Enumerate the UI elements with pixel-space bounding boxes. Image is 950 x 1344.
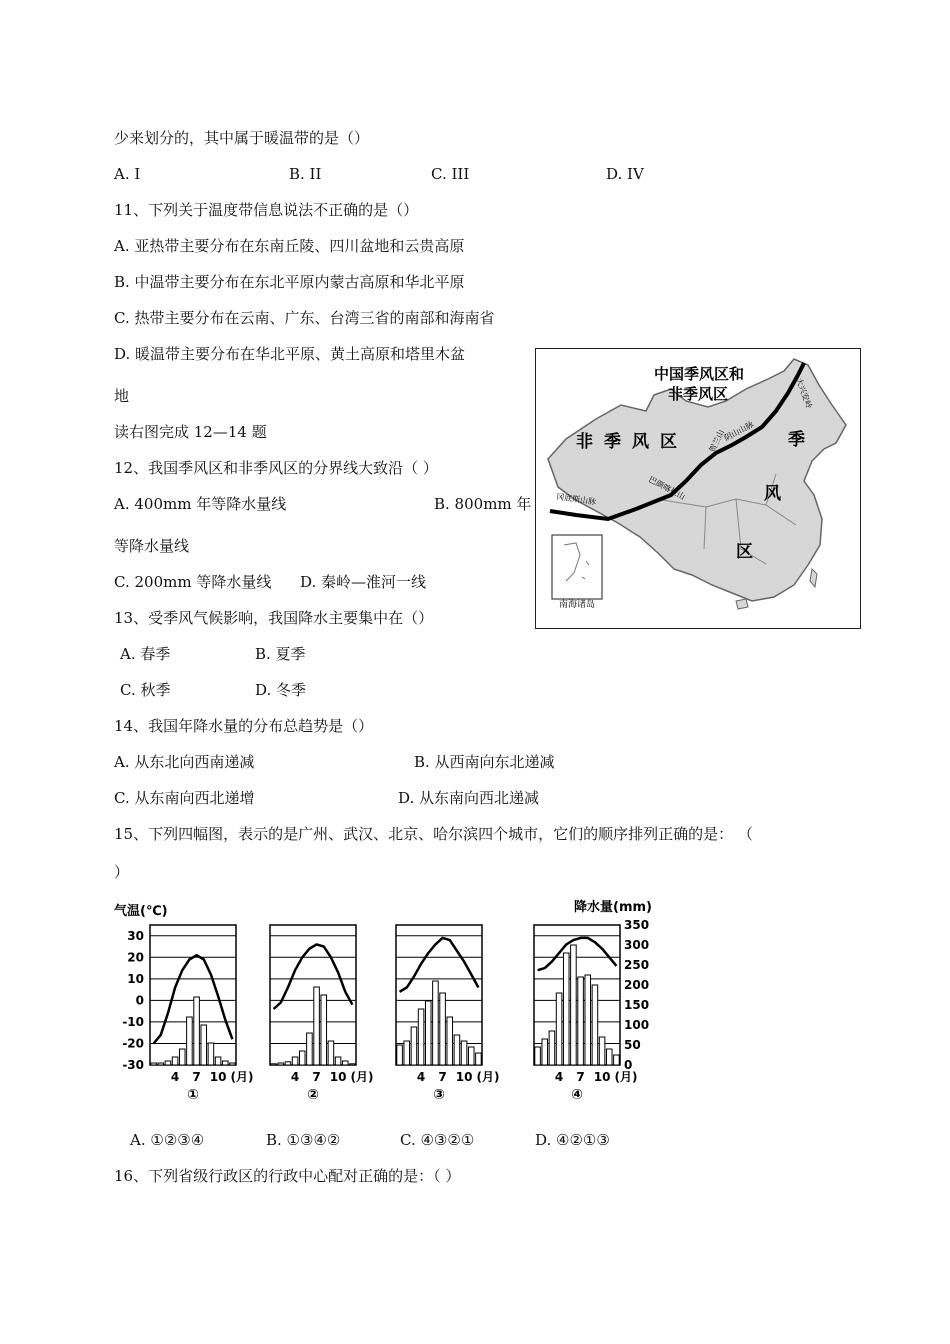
- precip-tick-4: 150: [624, 998, 650, 1012]
- q12-option-c[interactable]: C. 200mm 等降水量线: [114, 573, 272, 591]
- panel-4-xtick-1: 7: [576, 1070, 585, 1084]
- panel-1-label: ①: [187, 1087, 199, 1103]
- panel-4-precip-bar-5: [563, 953, 569, 1065]
- mountain-daxinganling: 大兴安岭: [794, 376, 814, 410]
- panel-4-precip-bar-7: [578, 977, 584, 1065]
- panel-2-precip-bar-7: [314, 987, 320, 1065]
- q11-option-c[interactable]: C. 热带主要分布在云南、广东、台湾三省的南部和海南省: [114, 309, 495, 327]
- panel-2-xtick-2: 10: [329, 1070, 347, 1084]
- q14-option-c[interactable]: C. 从东南向西北递增: [114, 789, 255, 807]
- q11-option-d[interactable]: D. 暖温带主要分布在华北平原、黄土高原和塔里木盆: [114, 345, 466, 363]
- panel-4-precip-bar-10: [599, 1037, 605, 1065]
- precip-tick-5: 100: [624, 1018, 650, 1032]
- climate-charts-svg: [112, 895, 672, 1105]
- q13-option-c[interactable]: C. 秋季: [120, 681, 171, 699]
- q13-option-d[interactable]: D. 冬季: [255, 681, 307, 699]
- monsoon-label-3: 区: [736, 542, 753, 562]
- q15-paren: ）: [114, 863, 130, 881]
- q15-option-b[interactable]: B. ①③④②: [266, 1131, 341, 1149]
- climate-charts: [112, 895, 672, 1105]
- panel-2-precip-bar-8: [321, 995, 327, 1065]
- left-axis-label: 气温(℃): [114, 904, 168, 919]
- panel-1-precip-bar-9: [208, 1043, 214, 1065]
- panel-2-x-unit: (月): [350, 1070, 374, 1084]
- panel-3-precip-bar-12: [476, 1053, 482, 1065]
- panel-3-precip-bar-4: [418, 1009, 424, 1065]
- q14-option-a[interactable]: A. 从东北向西南递减: [114, 753, 255, 771]
- hainan-island: [736, 599, 748, 609]
- panel-2-precip-bar-6: [307, 1033, 313, 1065]
- panel-3-precip-bar-6: [433, 981, 439, 1065]
- q13-option-a[interactable]: A. 春季: [120, 645, 171, 663]
- panel-2-precip-bar-5: [299, 1051, 305, 1065]
- q10-option-a[interactable]: A. I: [114, 165, 141, 183]
- panel-4-xtick-2: 10: [593, 1070, 611, 1084]
- q12-stem: 12、我国季风区和非季风区的分界线大致沿（ ）: [114, 459, 438, 477]
- q15-stem: 15、下列四幅图，表示的是广州、武汉、北京、哈尔滨四个城市，它们的顺序排列正确的是： （: [114, 825, 753, 843]
- precip-tick-7: 0: [624, 1058, 633, 1072]
- map-title-2: 非季风区: [668, 385, 729, 403]
- panel-4-xtick-0: 4: [554, 1070, 564, 1084]
- panel-1-precip-bar-4: [172, 1057, 178, 1065]
- panel-1-precip-bar-10: [215, 1057, 221, 1065]
- panel-1-precip-bar-7: [194, 997, 200, 1065]
- temp-tick-6: -30: [122, 1058, 144, 1072]
- panel-2-xtick-0: 4: [290, 1070, 300, 1084]
- precip-tick-2: 250: [624, 958, 650, 972]
- monsoon-label-1: 季: [788, 430, 805, 450]
- panel-2-precip-bar-11: [342, 1061, 348, 1065]
- panel-2-label: ②: [307, 1087, 319, 1103]
- q10-option-b[interactable]: B. II: [289, 165, 322, 183]
- panel-2-xtick-1: 7: [312, 1070, 321, 1084]
- mountain-gangdise: 冈底斯山脉: [555, 492, 597, 507]
- panel-1-xtick-0: 4: [170, 1070, 180, 1084]
- q13-option-b[interactable]: B. 夏季: [255, 645, 306, 663]
- panel-2-precip-bar-9: [328, 1041, 334, 1065]
- panel-1-precip-bar-6: [187, 1017, 193, 1065]
- nonmonsoon-label-2: 季: [604, 432, 621, 452]
- panel-3-precip-bar-11: [468, 1047, 474, 1065]
- panel-1-precip-bar-11: [222, 1061, 228, 1065]
- precip-tick-0: 350: [624, 918, 650, 932]
- q15-option-a[interactable]: A. ①②③④: [130, 1131, 205, 1149]
- q16-stem: 16、下列省级行政区的行政中心配对正确的是：（ ）: [114, 1167, 461, 1185]
- q12-option-b-cont: 等降水量线: [114, 537, 190, 555]
- panel-3-precip-bar-1: [397, 1045, 403, 1065]
- nonmonsoon-label-3: 风: [632, 432, 649, 452]
- mountain-bayankala: 巴颜喀拉山: [647, 474, 687, 502]
- mountain-helan: 贺兰山: [707, 428, 726, 454]
- panel-1-precip-bar-2: [158, 1063, 164, 1065]
- panel-3-precip-bar-2: [404, 1041, 410, 1065]
- panel-3-precip-bar-3: [411, 1027, 417, 1065]
- temp-tick-3: 0: [135, 993, 144, 1008]
- panel-1-precip-bar-3: [165, 1061, 171, 1065]
- panel-4-precip-bar-11: [606, 1049, 612, 1065]
- q15-option-d[interactable]: D. ④②①③: [535, 1131, 610, 1149]
- panel-4-precip-bar-6: [571, 945, 577, 1065]
- panel-3-precip-bar-9: [454, 1035, 460, 1065]
- panel-3-precip-bar-10: [461, 1041, 467, 1065]
- temp-tick-2: 10: [127, 971, 144, 986]
- q11-option-d-cont: 地: [114, 387, 130, 405]
- panel-3-x-unit: (月): [476, 1070, 500, 1084]
- line-01: 少来划分的，其中属于暖温带的是（）: [114, 129, 370, 147]
- monsoon-map: [535, 348, 861, 629]
- q14-stem: 14、我国年降水量的分布总趋势是（）: [114, 717, 374, 735]
- monsoon-label-2: 风: [764, 484, 781, 504]
- panel-4-x-unit: (月): [614, 1070, 638, 1084]
- q14-option-b[interactable]: B. 从西南向东北递减: [414, 753, 555, 771]
- panel-4-label: ④: [571, 1087, 583, 1103]
- panel-1-precip-bar-1: [151, 1063, 157, 1065]
- panel-1-x-unit: (月): [230, 1070, 254, 1084]
- q10-option-c[interactable]: C. III: [431, 165, 470, 183]
- temp-tick-4: -10: [122, 1014, 144, 1029]
- panel-2-precip-bar-1: [271, 1064, 277, 1065]
- q11-stem: 11、下列关于温度带信息说法不正确的是（）: [114, 201, 419, 219]
- panel-3-precip-bar-8: [447, 1017, 453, 1065]
- panel-1-precip-bar-12: [230, 1063, 236, 1065]
- panel-4-precip-bar-9: [592, 985, 598, 1065]
- panel-3-precip-bar-7: [440, 993, 446, 1065]
- precip-tick-3: 200: [624, 978, 650, 992]
- panel-1-xtick-1: 7: [192, 1070, 201, 1084]
- map-title-1: 中国季风区和: [654, 365, 745, 383]
- nonmonsoon-label-1: 非: [576, 432, 593, 452]
- precip-tick-6: 50: [624, 1038, 641, 1052]
- temp-tick-5: -20: [122, 1036, 144, 1051]
- panel-frame-1: [150, 925, 236, 1065]
- panel-2-precip-bar-12: [350, 1064, 356, 1065]
- inset-label: 南海诸岛: [558, 600, 596, 610]
- precip-tick-1: 300: [624, 938, 650, 952]
- panel-3-xtick-1: 7: [438, 1070, 447, 1084]
- panel-1-xtick-2: 10: [209, 1070, 227, 1084]
- q14-option-d[interactable]: D. 从东南向西北递减: [398, 789, 540, 807]
- panel-4-precip-bar-1: [535, 1047, 541, 1065]
- q12-option-b[interactable]: B. 800mm 年: [434, 495, 532, 513]
- panel-2-precip-bar-2: [278, 1063, 284, 1065]
- panel-2-precip-bar-4: [292, 1057, 298, 1065]
- temp-tick-0: 30: [127, 928, 144, 943]
- panel-3-label: ③: [433, 1087, 445, 1103]
- panel-4-precip-bar-4: [556, 993, 562, 1065]
- q15-option-c[interactable]: C. ④③②①: [400, 1131, 475, 1149]
- panel-1-precip-bar-5: [179, 1049, 185, 1065]
- mountain-yinshan: 阴山山脉: [722, 419, 756, 443]
- panel-1-precip-bar-8: [201, 1025, 207, 1065]
- panel-3-precip-bar-5: [425, 1001, 431, 1065]
- taiwan-island: [810, 569, 817, 587]
- panel-3-xtick-0: 4: [416, 1070, 426, 1084]
- panel-2-precip-bar-10: [335, 1057, 341, 1065]
- right-axis-label: 降水量(mm): [574, 900, 652, 915]
- nonmonsoon-label-4: 区: [660, 432, 677, 452]
- panel-4-precip-bar-12: [614, 1055, 620, 1065]
- q13-stem: 13、受季风气候影响，我国降水主要集中在（）: [114, 609, 434, 627]
- q10-option-d[interactable]: D. IV: [606, 165, 644, 183]
- panel-4-precip-bar-3: [549, 1031, 555, 1065]
- panel-2-precip-bar-3: [285, 1062, 291, 1065]
- read-instruction: 读右图完成 12—14 题: [114, 423, 267, 441]
- q12-option-d[interactable]: D. 秦岭—淮河一线: [300, 573, 427, 591]
- q11-option-a[interactable]: A. 亚热带主要分布在东南丘陵、四川盆地和云贵高原: [114, 237, 465, 255]
- panel-4-precip-bar-8: [585, 975, 591, 1065]
- q11-option-b[interactable]: B. 中温带主要分布在东北平原内蒙古高原和华北平原: [114, 273, 465, 291]
- panel-3-xtick-2: 10: [455, 1070, 473, 1084]
- panel-4-precip-bar-2: [542, 1039, 548, 1065]
- temp-tick-1: 20: [127, 950, 144, 965]
- q12-option-a[interactable]: A. 400mm 年等降水量线: [114, 495, 287, 513]
